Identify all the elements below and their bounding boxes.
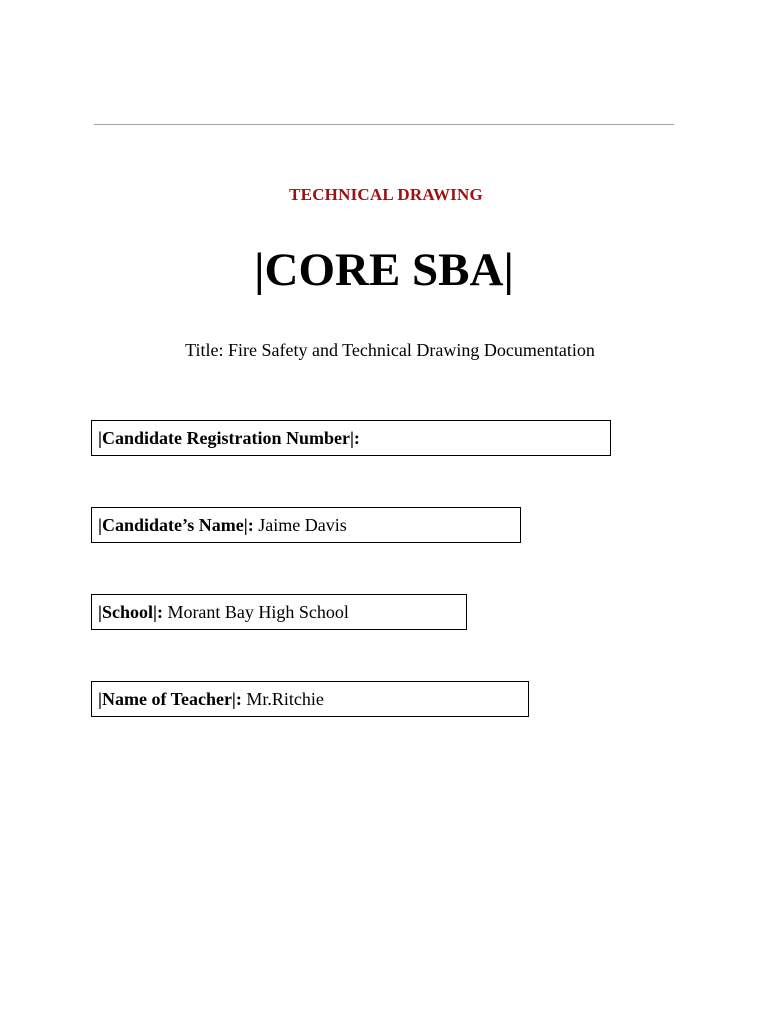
subject-heading: TECHNICAL DRAWING: [289, 185, 483, 204]
header-divider: [94, 124, 674, 125]
teacher-name-label: |Name of Teacher|:: [98, 689, 242, 709]
school-field: [91, 594, 467, 630]
candidate-name-field: [91, 507, 521, 543]
registration-number-field: [91, 420, 611, 456]
candidate-name-value: Jaime Davis: [258, 515, 347, 535]
candidate-name-label: |Candidate’s Name|:: [98, 515, 254, 535]
page-title: |CORE SBA|: [254, 244, 514, 296]
teacher-name-value: Mr.Ritchie: [246, 689, 324, 709]
document-title: Title: Fire Safety and Technical Drawing Documentation: [185, 340, 595, 360]
school-label: |School|:: [98, 602, 163, 622]
school-value: Morant Bay High School: [167, 602, 349, 622]
registration-number-label: |Candidate Registration Number|:: [98, 428, 360, 448]
teacher-name-field: [91, 681, 529, 717]
